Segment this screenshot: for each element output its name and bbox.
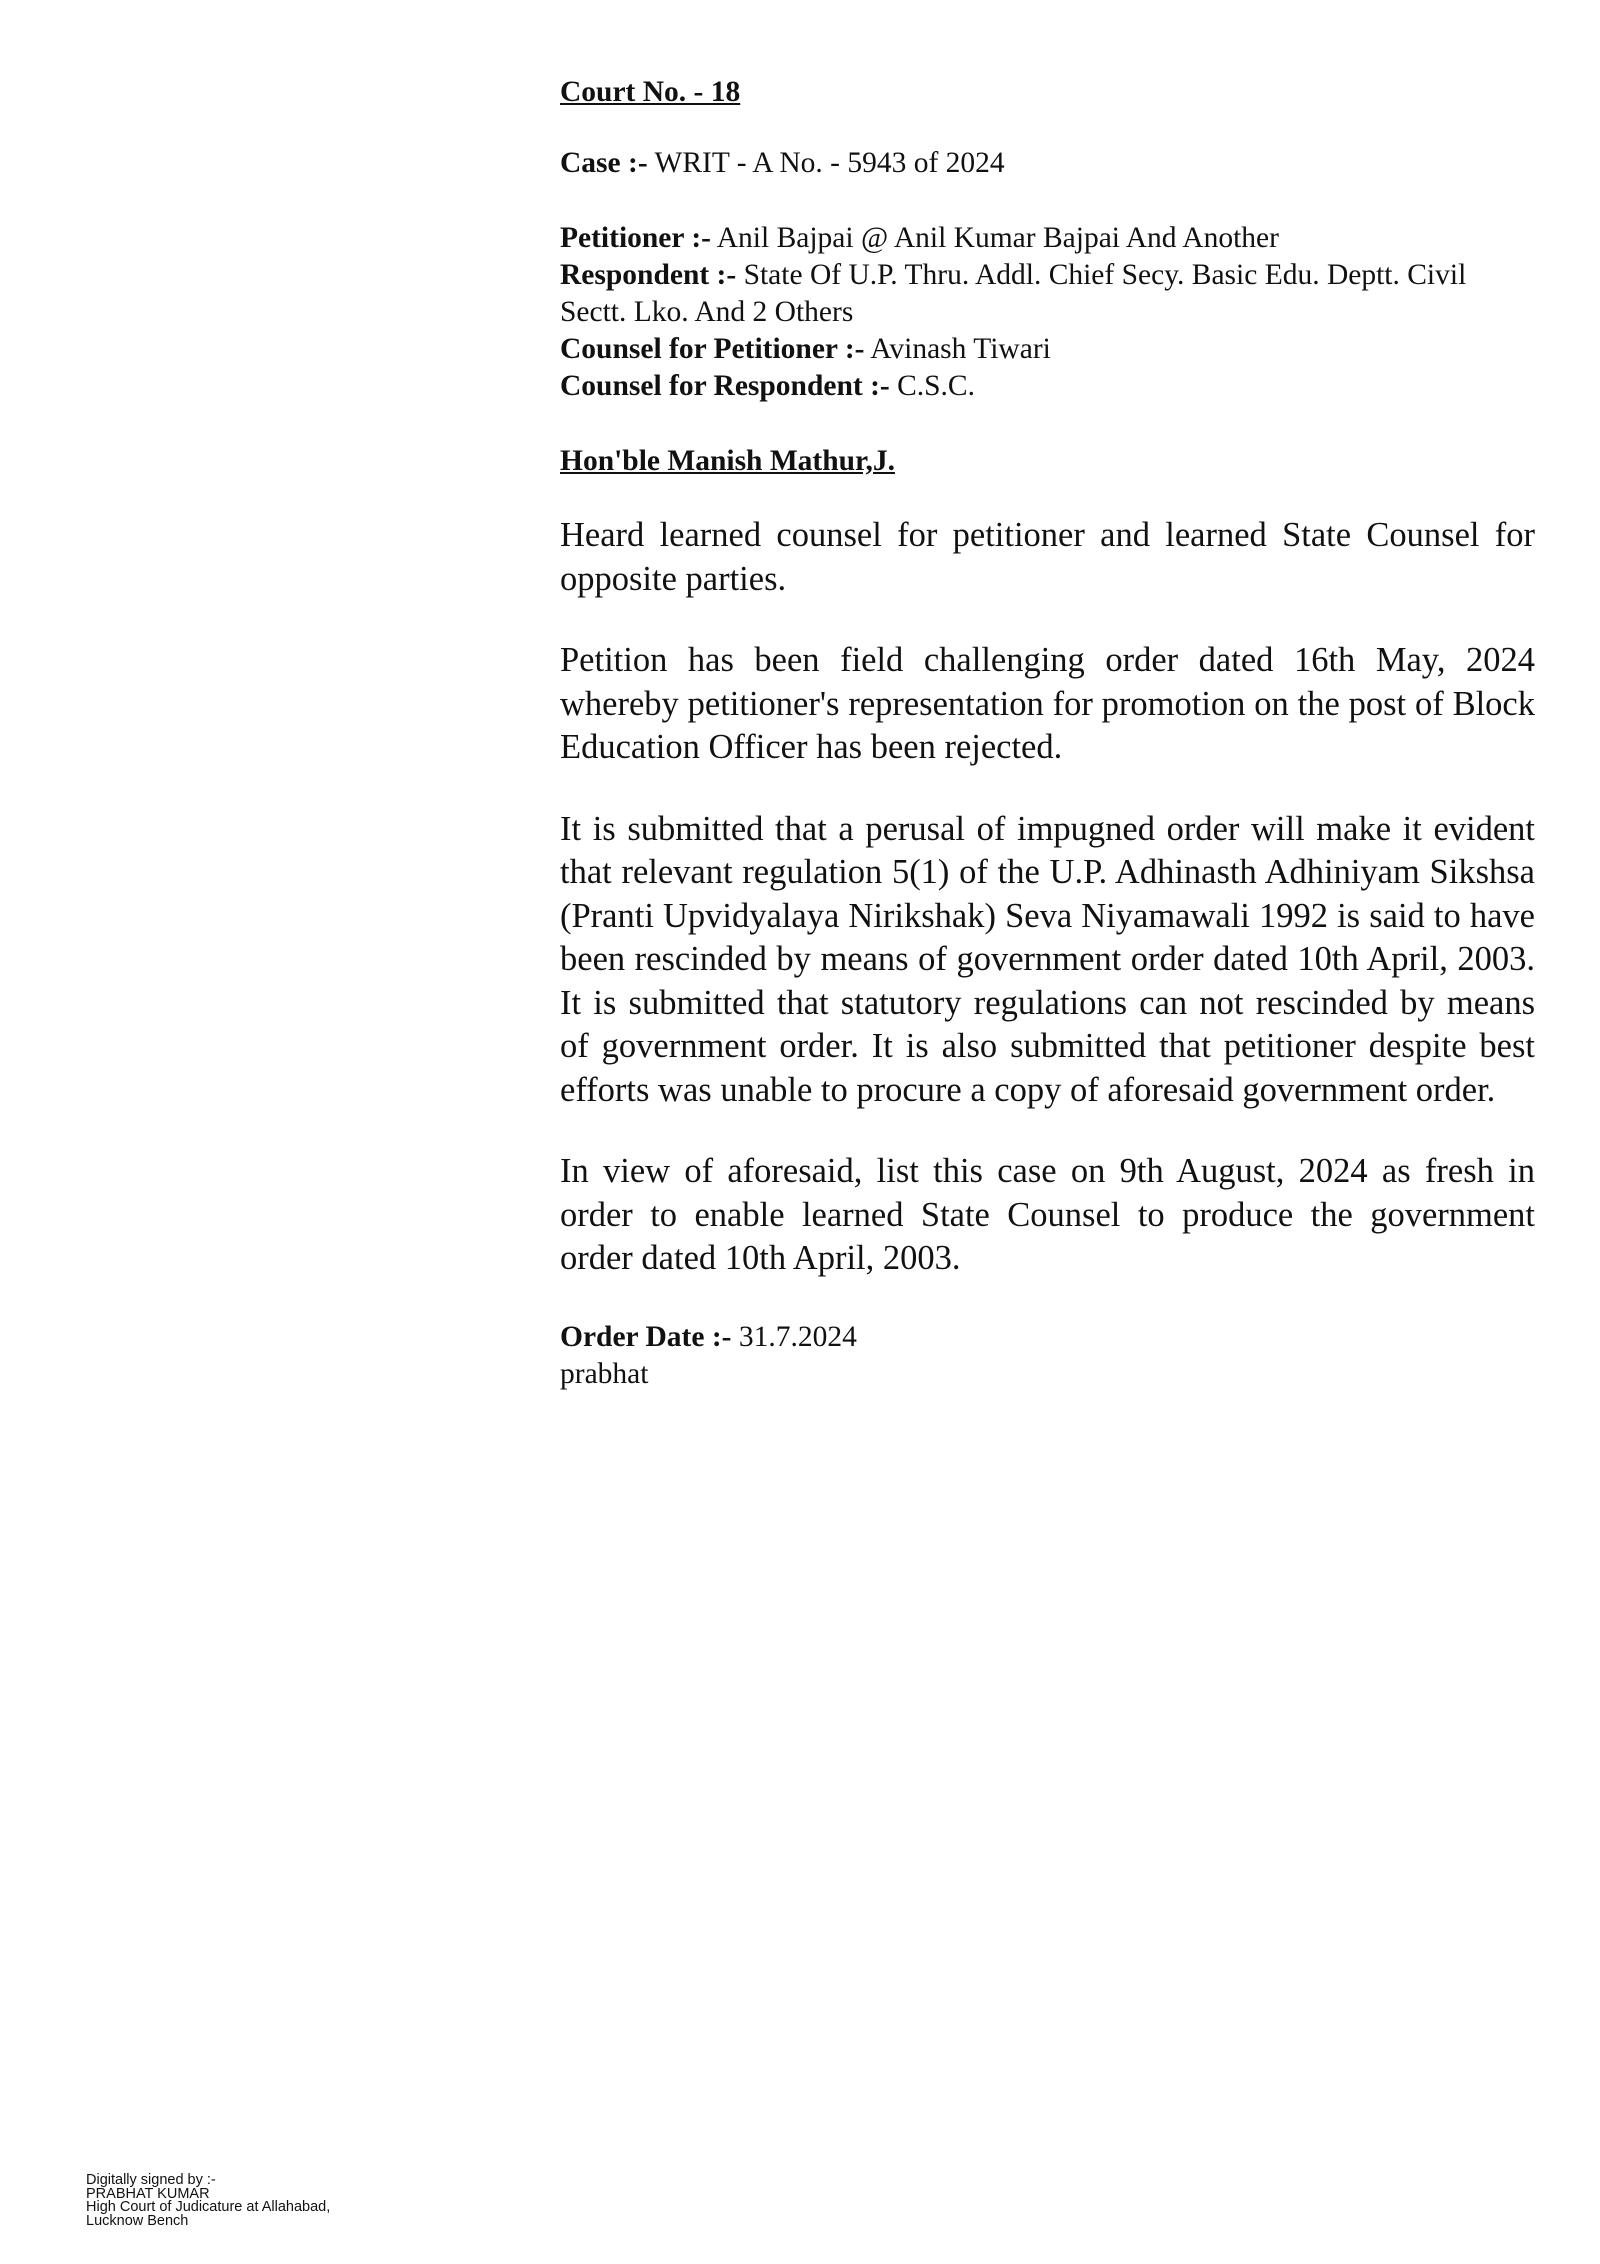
order-initials: prabhat xyxy=(560,1357,649,1390)
paragraph-listing: In view of aforesaid, list this case on 9th August, 2024 as fresh in order to enable learned State Counsel to produce the government order dated 10th April, 2003. xyxy=(560,1152,1535,1277)
counsel-respondent-line xyxy=(560,368,1535,405)
order-date-label: Order Date :- xyxy=(560,1320,732,1353)
signature-line-3: High Court of Judicature at Allahabad, xyxy=(86,2199,331,2215)
paragraph-heard: Heard learned counsel for petitioner and learned State Counsel for opposite parties. xyxy=(560,516,1535,598)
case-label: Case :- xyxy=(560,147,648,179)
order-date-block xyxy=(560,1319,1535,1393)
counsel-respondent-label: Counsel for Respondent :- xyxy=(560,370,890,402)
respondent-line xyxy=(560,257,1535,331)
petitioner-label: Petitioner :- xyxy=(560,222,711,254)
signature-line-2: PRABHAT KUMAR xyxy=(86,2185,210,2202)
petitioner-line xyxy=(560,220,1535,257)
case-number: WRIT - A No. - 5943 of 2024 xyxy=(654,147,1005,179)
digital-signature xyxy=(86,2174,330,2228)
judge-name: Hon'ble Manish Mathur,J. xyxy=(560,445,895,477)
petitioner-value: Anil Bajpai @ Anil Kumar Bajpai And Another xyxy=(716,222,1279,254)
court-number: Court No. - 18 xyxy=(560,76,741,108)
counsel-petitioner-label: Counsel for Petitioner :- xyxy=(560,333,865,365)
respondent-value: State Of U.P. Thru. Addl. Chief Secy. Basic Edu. Deptt. Civil Sectt. Lko. And 2 Others xyxy=(560,259,1467,328)
signature-line-1: Digitally signed by :- xyxy=(86,2172,216,2188)
paragraph-submission: It is submitted that a perusal of impugned order will make it evident that relevant regulation 5(1) of the U.P. Adhinasth Adhiniyam Sikshsa (Pranti Upvidyalaya Nirikshak) Seva Niyamawali 1992 is said to have been rescinded by means of government order dated 10th April, 2003. It is submitted that statutory regulations can not rescinded by means of government order. It is also submitted that petitioner despite best efforts was unable to procure a copy of aforesaid government order. xyxy=(560,809,1535,1109)
respondent-label: Respondent :- xyxy=(560,259,737,291)
counsel-petitioner-line xyxy=(560,331,1535,368)
counsel-respondent-value: C.S.C. xyxy=(897,370,975,402)
order-document xyxy=(560,74,1535,1393)
order-date-value: 31.7.2024 xyxy=(738,1320,857,1353)
order-date-line xyxy=(560,1319,1535,1356)
counsel-petitioner-value: Avinash Tiwari xyxy=(870,333,1051,365)
signature-line-4: Lucknow Bench xyxy=(86,2212,189,2229)
case-line xyxy=(560,145,1535,182)
paragraph-petition: Petition has been field challenging order dated 16th May, 2024 whereby petitioner's representation for promotion on the post of Block Education Officer has been rejected. xyxy=(560,641,1535,766)
parties-block xyxy=(560,220,1535,405)
